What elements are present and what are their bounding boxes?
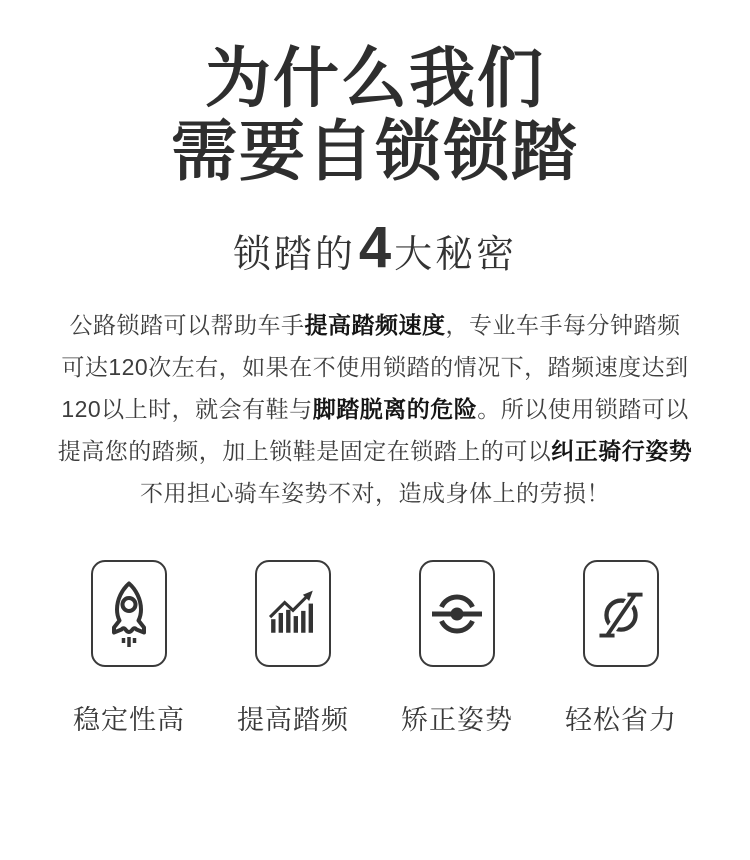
bar-chart-rising-icon [268,589,318,639]
feature-label: 轻松省力 [565,705,677,735]
feature-card [255,560,331,667]
intro-paragraph [0,304,750,514]
pedal-axle-icon [430,590,484,638]
page-title [0,42,750,188]
title-line-2: 需要自锁锁踏 [171,114,579,188]
body-text: 可达120次左右，如果在不使用锁踏的情况下，踏频速度达到 [61,354,689,380]
body-text: 不用担心骑车姿势不对，造成身体上的劳损！ [140,480,610,506]
crank-pedals-icon [595,586,647,642]
body-text: 公路锁踏可以帮助车手 [69,312,305,338]
body-text: 提高您的踏频，加上锁鞋是固定在锁踏上的可以 [57,438,552,464]
subtitle [0,214,750,280]
paragraph-line [0,472,750,514]
body-text: 120以上时，就会有鞋与 [61,396,313,422]
product-info-page [0,42,750,860]
title-line-1: 为什么我们 [205,41,545,115]
subtitle-number: 4 [358,215,392,280]
feature-card [583,560,659,667]
subtitle-prefix: 锁踏的 [232,234,356,276]
feature-row [0,560,750,737]
paragraph-line [0,304,750,346]
feature-cadence [223,560,363,737]
feature-posture [387,560,527,737]
paragraph-line [0,430,750,472]
feature-effort [551,560,691,737]
feature-card [91,560,167,667]
subtitle-suffix: 大秘密 [394,234,518,276]
body-text: ，专业车手每分钟踏频 [445,312,681,338]
body-text: 。所以使用锁踏可以 [477,396,689,422]
paragraph-line [0,388,750,430]
feature-stability [59,560,199,737]
feature-label: 提高踏频 [237,705,349,735]
highlighted-text: 脚踏脱离的危险 [312,396,478,422]
paragraph-line [0,346,750,388]
rocket-icon [103,580,155,648]
feature-card [419,560,495,667]
highlighted-text: 纠正骑行姿势 [551,438,693,464]
highlighted-text: 提高踏频速度 [304,312,446,338]
feature-label: 矫正姿势 [401,705,513,735]
feature-label: 稳定性高 [73,705,185,735]
